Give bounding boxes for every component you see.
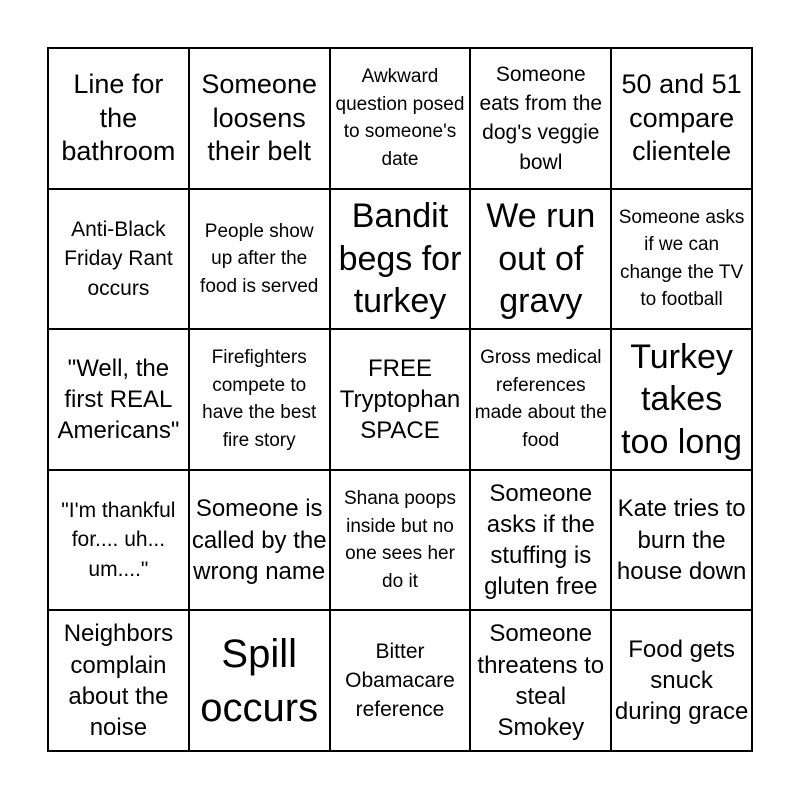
bingo-cell-r5-c2[interactable]: Spill occurs	[189, 610, 330, 751]
bingo-cell-r1-c3[interactable]: Awkward question posed to someone's date	[330, 48, 471, 189]
bingo-cell-r2-c5[interactable]: Someone asks if we can change the TV to football	[611, 189, 752, 330]
bingo-cell-r2-c1[interactable]: Anti-Black Friday Rant occurs	[48, 189, 189, 330]
bingo-cell-r3-c1[interactable]: "Well, the first REAL Americans"	[48, 329, 189, 470]
bingo-cell-r2-c4[interactable]: We run out of gravy	[470, 189, 611, 330]
bingo-cell-r4-c1[interactable]: "I'm thankful for.... uh... um...."	[48, 470, 189, 611]
bingo-board	[47, 47, 753, 752]
bingo-cell-r3-c3-free-space[interactable]: FREE Tryptophan SPACE	[330, 329, 471, 470]
bingo-cell-r5-c5[interactable]: Food gets snuck during grace	[611, 610, 752, 751]
bingo-cell-r1-c4[interactable]: Someone eats from the dog's veggie bowl	[470, 48, 611, 189]
bingo-cell-r4-c2[interactable]: Someone is called by the wrong name	[189, 470, 330, 611]
bingo-cell-r4-c3[interactable]: Shana poops inside but no one sees her do it	[330, 470, 471, 611]
bingo-cell-r5-c1[interactable]: Neighbors complain about the noise	[48, 610, 189, 751]
bingo-cell-r5-c4[interactable]: Someone threatens to steal Smokey	[470, 610, 611, 751]
bingo-cell-r1-c1[interactable]: Line for the bathroom	[48, 48, 189, 189]
bingo-cell-r4-c5[interactable]: Kate tries to burn the house down	[611, 470, 752, 611]
bingo-cell-r3-c4[interactable]: Gross medical references made about the food	[470, 329, 611, 470]
bingo-cell-r2-c2[interactable]: People show up after the food is served	[189, 189, 330, 330]
bingo-cell-r5-c3[interactable]: Bitter Obamacare reference	[330, 610, 471, 751]
bingo-cell-r1-c2[interactable]: Someone loosens their belt	[189, 48, 330, 189]
bingo-cell-r3-c2[interactable]: Firefighters compete to have the best fire story	[189, 329, 330, 470]
bingo-cell-r1-c5[interactable]: 50 and 51 compare clientele	[611, 48, 752, 189]
bingo-cell-r4-c4[interactable]: Someone asks if the stuffing is gluten free	[470, 470, 611, 611]
bingo-cell-r3-c5[interactable]: Turkey takes too long	[611, 329, 752, 470]
bingo-cell-r2-c3[interactable]: Bandit begs for turkey	[330, 189, 471, 330]
